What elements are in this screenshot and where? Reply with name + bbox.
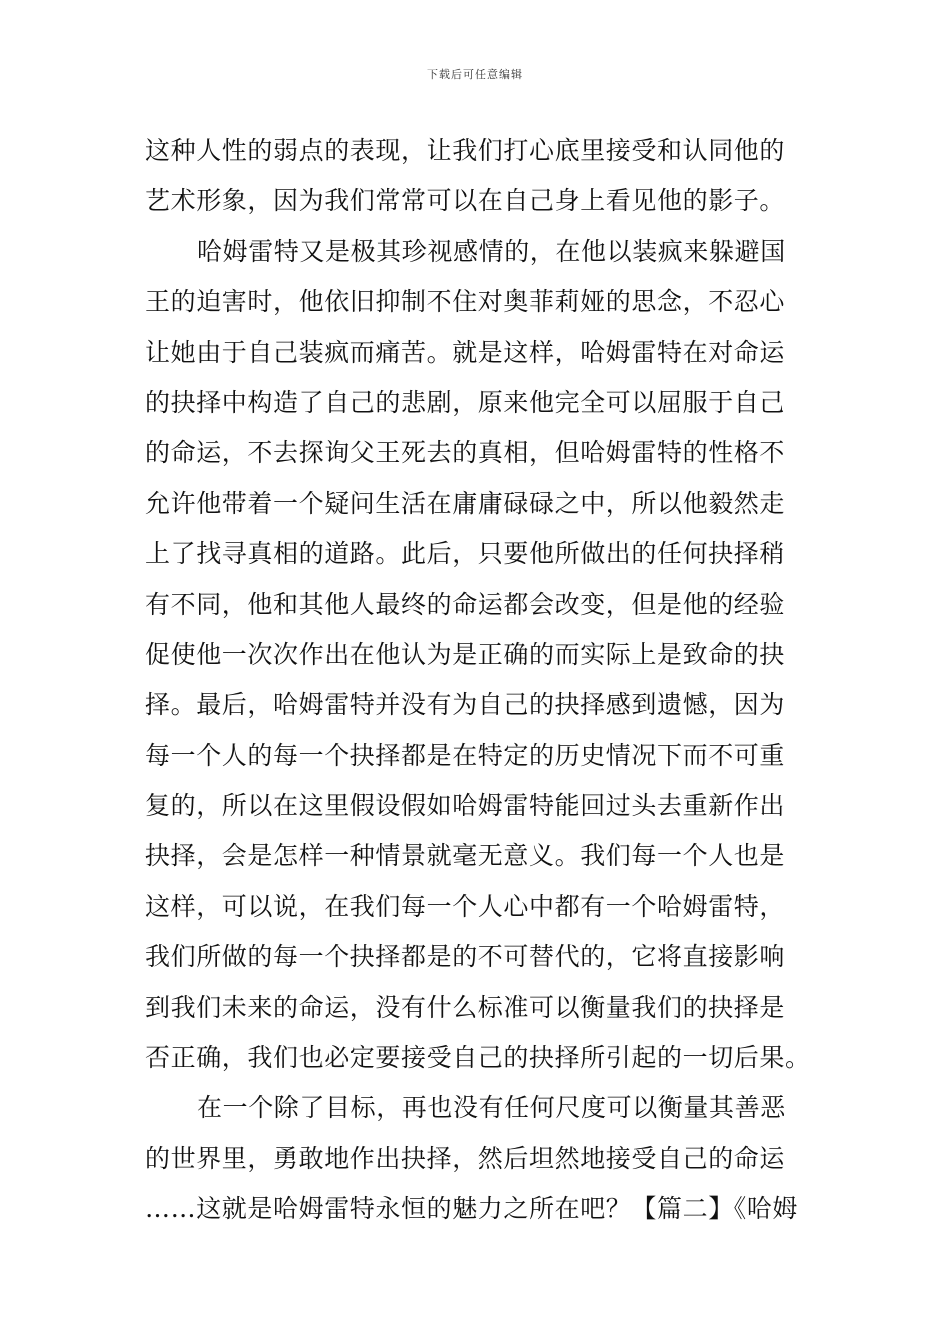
text-line: 上了找寻真相的道路。此后，只要他所做出的任何抉择稍: [145, 539, 786, 569]
text-line: 允许他带着一个疑问生活在庸庸碌碌之中，所以他毅然走: [145, 488, 786, 518]
text-line: ……这就是哈姆雷特永恒的魅力之所在吧？【篇二】《哈姆: [145, 1194, 799, 1224]
text-line: 艺术形象，因为我们常常可以在自己身上看见他的影子。: [145, 186, 786, 216]
paragraph-start-line: 在一个除了目标，再也没有任何尺度可以衡量其善恶: [197, 1093, 786, 1123]
text-line: 我们所做的每一个抉择都是的不可替代的，它将直接影响: [145, 942, 786, 972]
paragraph-start-line: 哈姆雷特又是极其珍视感情的，在他以装疯来躲避国: [197, 236, 786, 266]
text-line: 每一个人的每一个抉择都是在特定的历史情况下而不可重: [145, 740, 786, 770]
text-line: 有不同，他和其他人最终的命运都会改变，但是他的经验: [145, 589, 786, 619]
text-line: 这种人性的弱点的表现，让我们打心底里接受和认同他的: [145, 136, 786, 165]
text-line: 王的迫害时，他依旧抑制不住对奥菲莉娅的思念，不忍心: [145, 287, 786, 317]
text-line: 的命运，不去探询父王死去的真相，但哈姆雷特的性格不: [145, 438, 786, 468]
text-line: 择。最后，哈姆雷特并没有为自己的抉择感到遗憾，因为: [145, 690, 786, 720]
text-line: 的抉择中构造了自己的悲剧，原来他完全可以屈服于自己: [145, 387, 786, 417]
document-body: [145, 126, 810, 1235]
text-line: 复的，所以在这里假设假如哈姆雷特能回过头去重新作出: [145, 791, 786, 821]
text-line: 抉择，会是怎样一种情景就毫无意义。我们每一个人也是: [145, 841, 786, 871]
text-line: 促使他一次次作出在他认为是正确的而实际上是致命的抉: [145, 639, 786, 669]
page-header: 下载后可任意编辑: [427, 68, 523, 81]
text-line: 的世界里，勇敢地作出抉择，然后坦然地接受自己的命运: [145, 1143, 786, 1173]
text-line: 到我们未来的命运，没有什么标准可以衡量我们的抉择是: [145, 992, 786, 1022]
text-line: 否正确，我们也必定要接受自己的抉择所引起的一切后果。: [145, 1043, 811, 1073]
text-line: 让她由于自己装疯而痛苦。就是这样，哈姆雷特在对命运: [145, 337, 786, 367]
text-line: 这样，可以说，在我们每一个人心中都有一个哈姆雷特，: [145, 891, 786, 921]
